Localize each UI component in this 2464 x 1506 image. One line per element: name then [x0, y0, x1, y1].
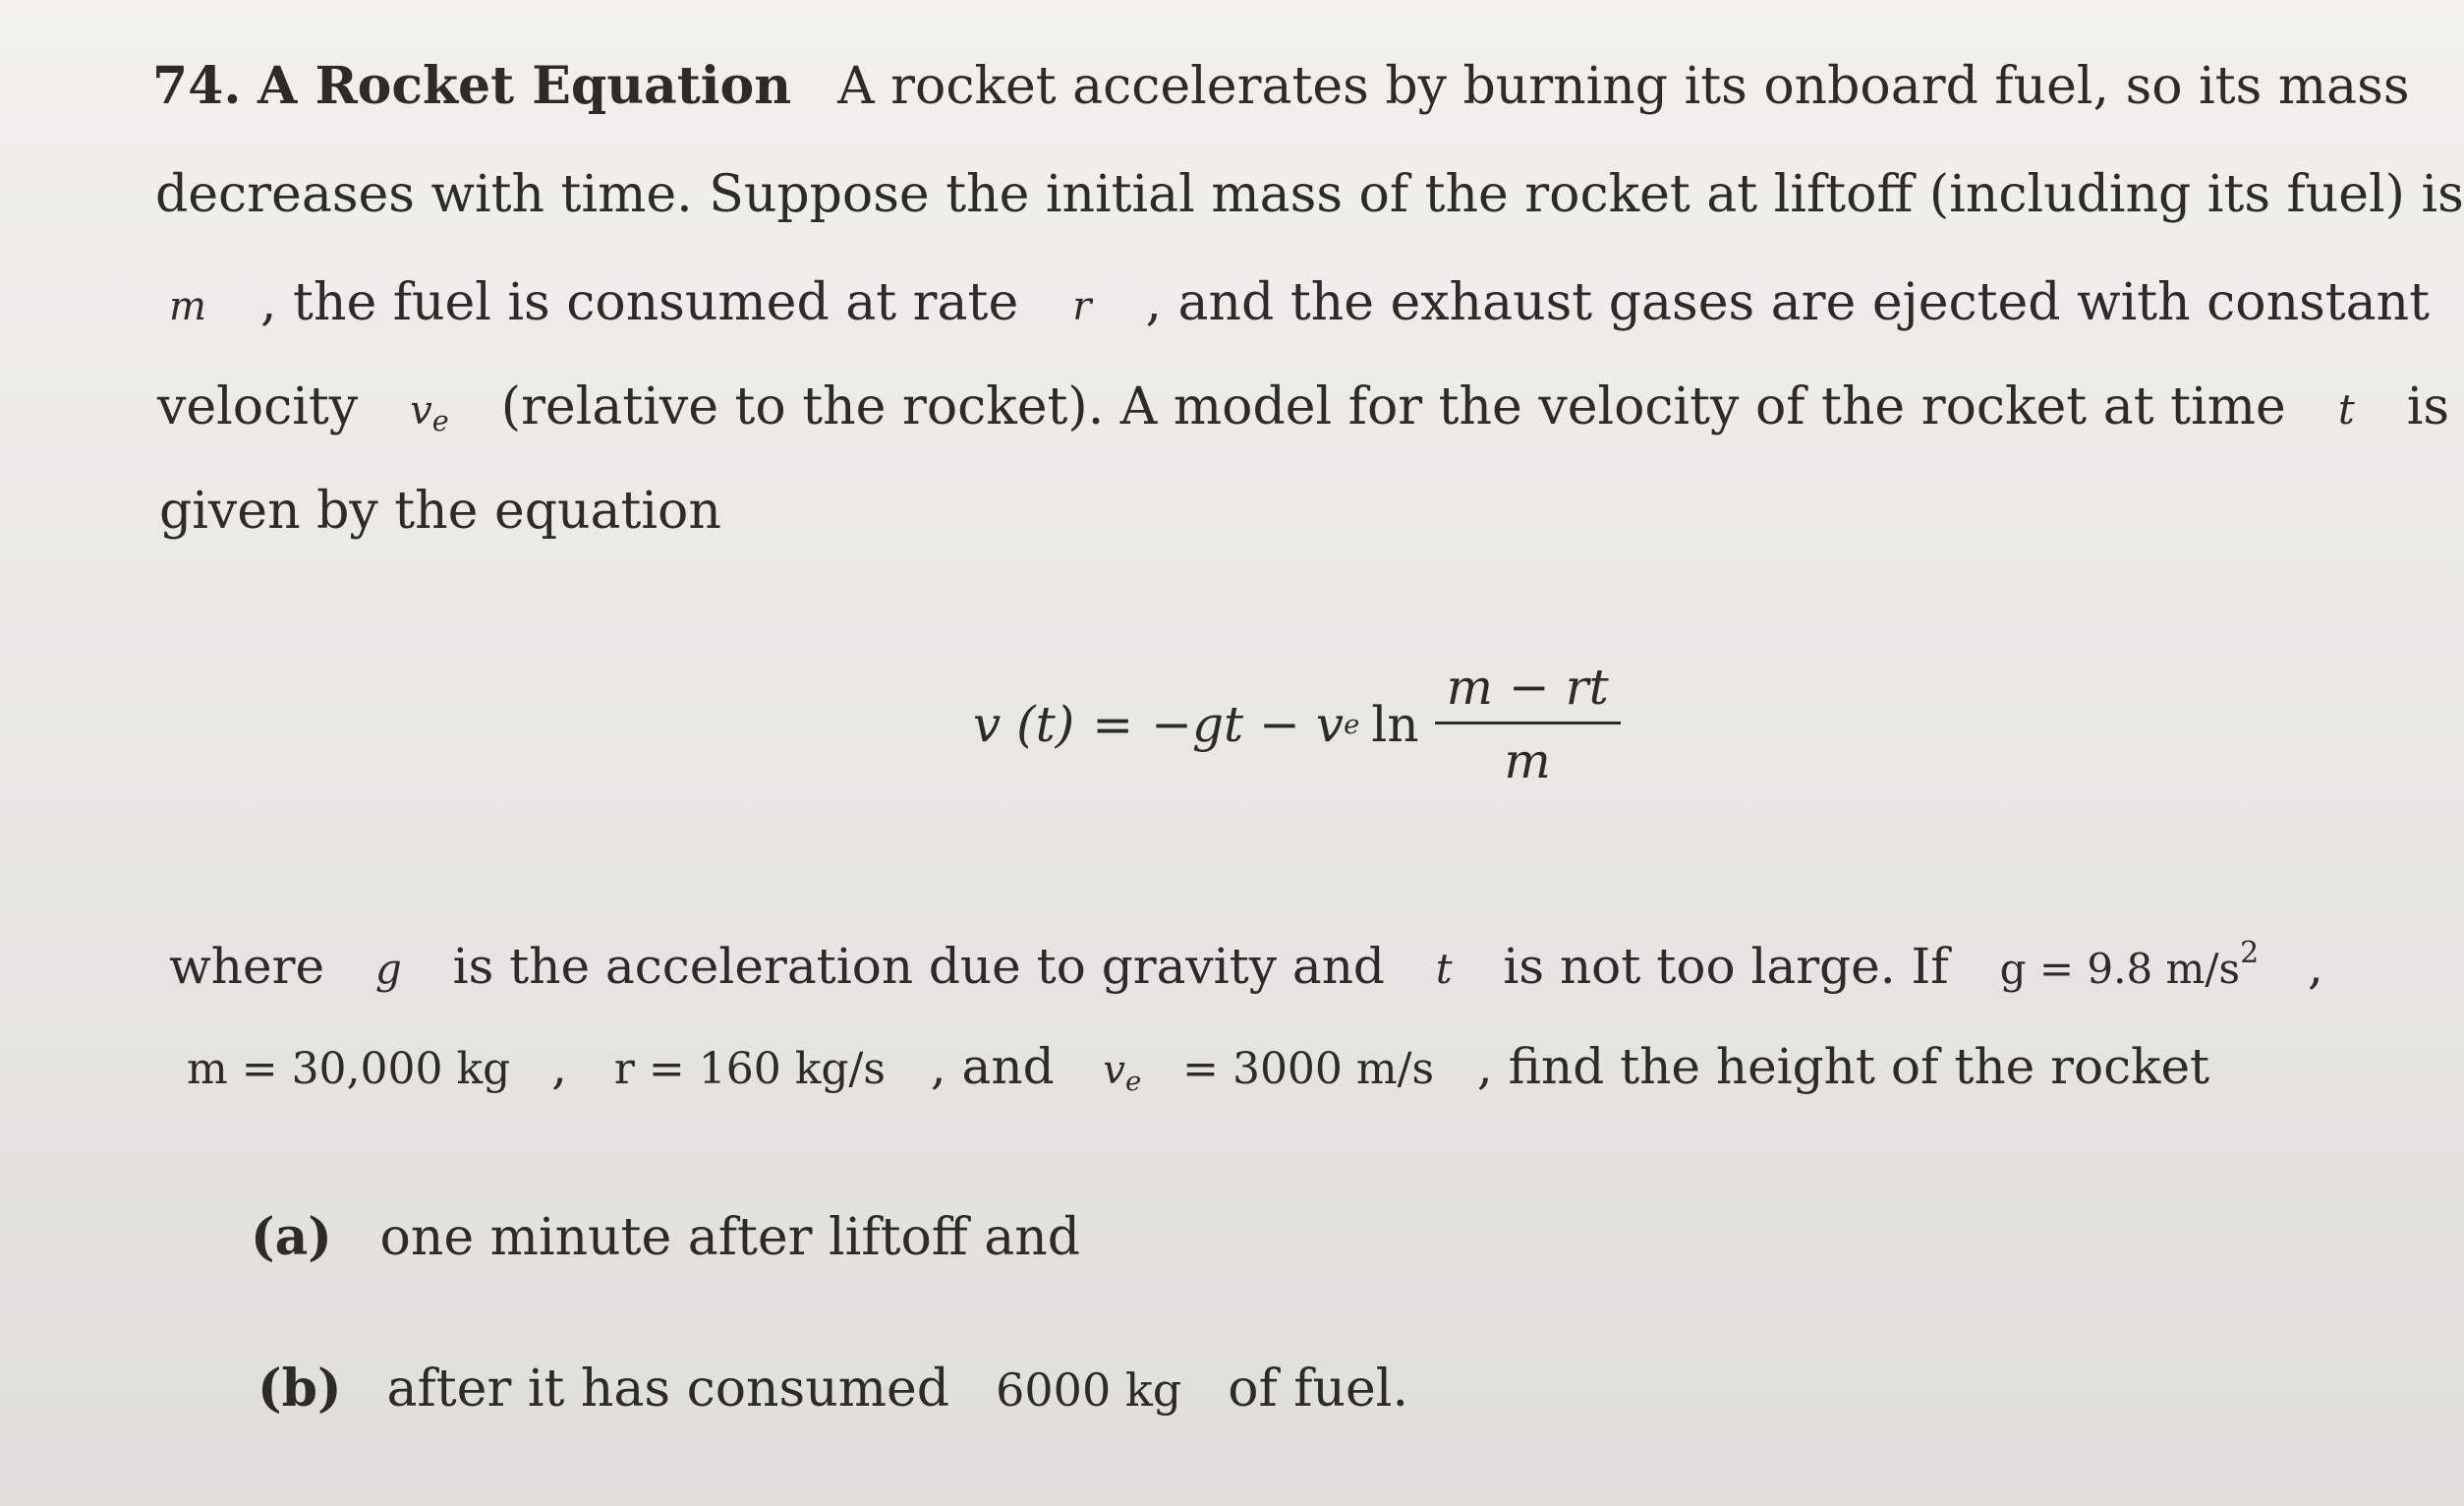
equation-lhs: v (t) — [973, 695, 1075, 753]
part-a — [251, 1207, 1080, 1267]
problem-text-line-4a: velocity — [157, 377, 359, 436]
r-value: r = 160 kg/s — [613, 1044, 886, 1094]
problem-text-line-3b: , and the exhaust gases are ejected with constant — [1145, 273, 2431, 332]
var-ve-subscript: e — [1125, 1065, 1142, 1097]
conditions-text-1d: , — [2307, 938, 2323, 995]
var-v-subscript: e — [431, 404, 449, 438]
problem-title: A Rocket Equation — [258, 56, 792, 116]
part-b-text-a: after it has consumed — [386, 1360, 950, 1419]
var-ve: v — [1103, 1048, 1125, 1093]
var-v: v — [410, 388, 432, 434]
separator-1: , — [551, 1038, 568, 1095]
equation-rhs-subscript: e — [1344, 708, 1360, 740]
equation-equals: = — [1092, 695, 1134, 753]
problem-line-4 — [157, 377, 2450, 438]
g-exponent: 2 — [2240, 936, 2260, 970]
part-b-value: 6000 kg — [996, 1363, 1182, 1417]
problem-line-2 — [155, 165, 2464, 224]
fraction-denominator: m — [1504, 732, 1551, 789]
conditions-text-1b: is the acceleration due to gravity and — [452, 938, 1385, 995]
problem-text-line-4b: (relative to the rocket). A model for the velocity of the rocket at time — [500, 377, 2286, 436]
equation-ln: ln — [1371, 695, 1419, 753]
var-t: t — [2337, 385, 2355, 434]
part-a-text: one minute after liftoff and — [379, 1208, 1081, 1267]
g-value: g = 9.8 m/s — [1999, 945, 2241, 993]
conditions-text-2a: , and — [930, 1038, 1055, 1095]
problem-line-3 — [169, 273, 2431, 332]
part-b-text-b: of fuel. — [1228, 1360, 1408, 1419]
var-m: m — [169, 284, 206, 329]
equation-fraction — [1435, 659, 1621, 789]
var-g: g — [374, 945, 402, 993]
problem-text-line-3a: , the fuel is consumed at rate — [260, 273, 1019, 332]
problem-text-line-1: A rocket accelerates by burning its onboard fuel, so its mass — [837, 57, 2410, 116]
conditions-line-1 — [169, 936, 2323, 995]
problem-line-1 — [152, 56, 2410, 116]
problem-text-line-2: decreases with time. Suppose the initial mass of the rocket at liftoff (including its fuel) is — [155, 165, 2464, 224]
ve-value: = 3000 m/s — [1182, 1044, 1435, 1094]
var-t-2: t — [1435, 945, 1453, 993]
conditions-text-2b: , find the height of the rocket — [1476, 1038, 2210, 1095]
rocket-equation — [973, 659, 1621, 789]
problem-number: 74. — [152, 56, 242, 116]
conditions-text-1a: where — [169, 938, 325, 995]
part-b — [258, 1359, 1408, 1419]
m-value: m = 30,000 kg — [187, 1044, 511, 1094]
equation-rhs: −gt − v — [1151, 695, 1345, 753]
part-a-label: (a) — [251, 1207, 332, 1267]
conditions-text-1c: is not too large. If — [1503, 938, 1949, 995]
part-b-label: (b) — [258, 1359, 342, 1419]
problem-text-line-4c: is — [2406, 377, 2450, 436]
fraction-numerator: m − rt — [1446, 659, 1609, 716]
var-r: r — [1072, 284, 1092, 329]
problem-line-5 — [159, 482, 721, 541]
conditions-line-2 — [187, 1038, 2210, 1097]
problem-text-line-5: given by the equation — [159, 482, 721, 541]
